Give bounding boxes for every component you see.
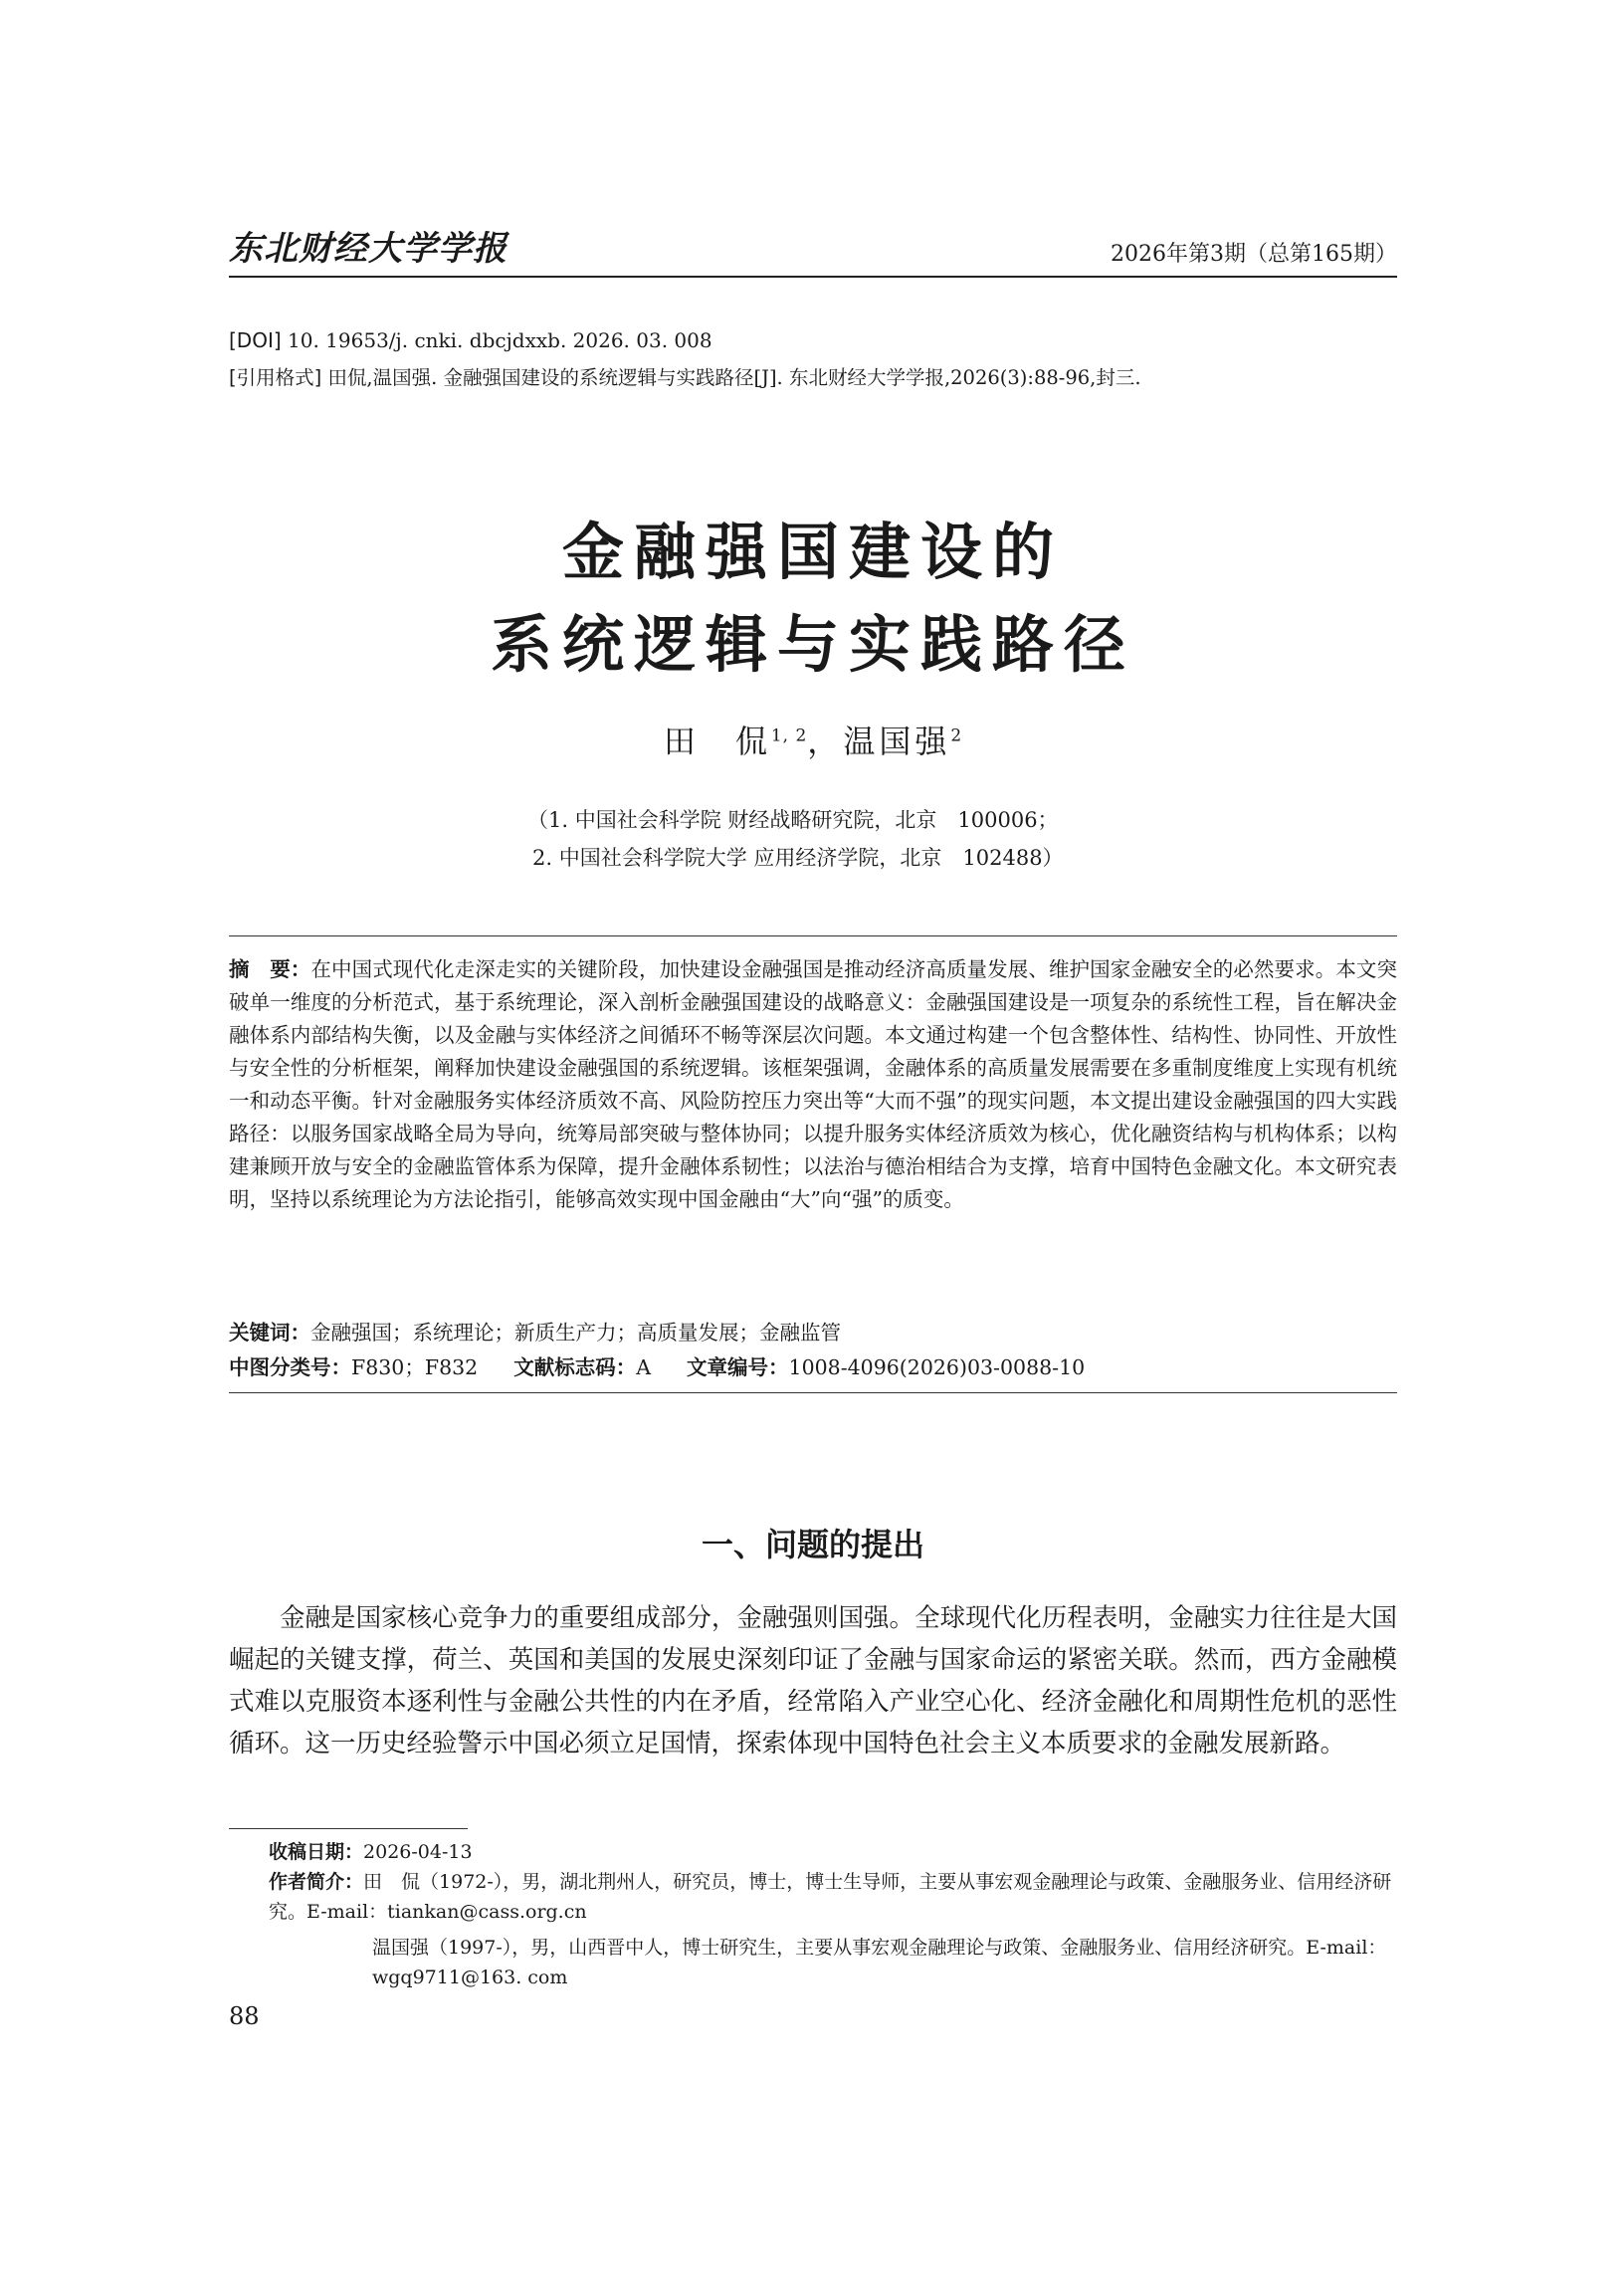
journal-name: 东北财经大学学报 (229, 229, 508, 269)
affiliation-1: （1. 中国社会科学院 财经战略研究院，北京 100006； (527, 808, 1059, 832)
clc-label: 中图分类号： (229, 1355, 351, 1379)
bio-label: 作者简介： (269, 1871, 364, 1893)
footnote-rule (229, 1828, 468, 1829)
doi-value: 10. 19653/j. cnki. dbcjdxxb. 2026. 03. 008 (288, 328, 712, 352)
citation-label: [引用格式] (229, 366, 322, 389)
author-bio-2 (269, 1933, 1397, 1992)
abstract-label: 摘 要： (229, 957, 311, 981)
clc-value: F830；F832 (351, 1355, 479, 1379)
article-number-value: 1008-4096(2026)03-0088-10 (788, 1355, 1086, 1379)
issue-info: 2026年第3期（总第165期） (1111, 242, 1397, 267)
abstract-text: 在中国式现代化走深走实的关键阶段，加快建设金融强国是推动经济高质量发展、维护国家金融安全的必然要求。本文突破单一维度的分析范式，基于系统理论，深入剖析金融强国建设的战略意义：金融强国建设是一项复杂的系统性工程，旨在解决金融体系内部结构失衡，以及金融与实体经济之间循环不畅等深层次问题。本文通过构建一个包含整体性、结构性、协同性、开放性与安全性的分析框架，阐释加快建设金融强国的系统逻辑。该框架强调，金融体系的高质量发展需要在多重制度维度上实现有机统一和动态平衡。针对金融服务实体经济质效不高、风险防控压力突出等“大而不强”的现实问题，本文提出建设金融强国的四大实践路径：以服务国家战略全局为导向，统筹局部突破与整体协同；以提升服务实体经济质效为核心，优化融资结构与机构体系；以构建兼顾开放与安全的金融监管体系为保障，提升金融体系韧性；以法治与德治相结合为支撑，培育中国特色金融文化。本文研究表明，坚持以系统理论为方法论指引，能够高效实现中国金融由“大”向“强”的质变。 (229, 957, 1398, 1211)
bio-1-text: 田 侃（1972-），男，湖北荆州人，研究员，博士，博士生导师，主要从事宏观金融理论与政策、金融服务业、信用经济研究。E-mail：tiankan@cass.org.cn (269, 1871, 1392, 1923)
section-heading: 一、问题的提出 (701, 1526, 924, 1563)
author-bio-1 (269, 1867, 1397, 1927)
bio-2-text: 温国强（1997-），男，山西晋中人，博士研究生，主要从事宏观金融理论与政策、金融服务业、信用经济研究。E-mail：wgq9711@163. com (372, 1937, 1387, 1988)
author-separator: ， (807, 723, 844, 760)
article-number-label: 文章编号： (687, 1355, 789, 1379)
keywords (229, 1316, 841, 1346)
doc-code-value: A (636, 1355, 652, 1379)
page-number: 88 (229, 2002, 260, 2030)
classification-line (229, 1350, 1085, 1380)
abstract (229, 953, 1397, 1216)
received-label: 收稿日期： (269, 1841, 364, 1863)
title-line-1: 金融强国建设的 (561, 516, 1064, 588)
doi-label: [DOI] (229, 328, 282, 352)
author-2-affil: 2 (950, 725, 963, 746)
doc-code-label: 文献标志码： (513, 1355, 637, 1379)
affiliation-2: 2. 中国社会科学院大学 应用经济学院，北京 102488） (532, 846, 1064, 870)
author-1-affil: 1, 2 (770, 725, 808, 746)
received-date (269, 1837, 1397, 1867)
authors (229, 717, 1397, 762)
keywords-label: 关键词： (229, 1321, 310, 1345)
abstract-bottom-rule (229, 1392, 1397, 1393)
abstract-top-rule (229, 935, 1397, 936)
title-line-2: 系统逻辑与实践路径 (490, 608, 1135, 681)
author-2: 温国强 (843, 723, 951, 760)
received-value: 2026-04-13 (363, 1841, 473, 1863)
citation-line (229, 362, 1141, 390)
citation-value: 田侃,温国强. 金融强国建设的系统逻辑与实践路径[J]. 东北财经大学学报,2026(3):88-96,封三. (327, 366, 1141, 389)
body-paragraph: 金融是国家核心竞争力的重要组成部分，金融强则国强。全球现代化历程表明，金融实力往往是大国崛起的关键支撑，荷兰、英国和美国的发展史深刻印证了金融与国家命运的紧密关联。然而，西方金融模式难以克服资本逐利性与金融公共性的内在矛盾，经常陷入产业空心化、经济金融化和周期性危机的恶性循环。这一历史经验警示中国必须立足国情，探索体现中国特色社会主义本质要求的金融发展新路。 (229, 1603, 1397, 1759)
header-rule (229, 276, 1397, 278)
keywords-value: 金融强国；系统理论；新质生产力；高质量发展；金融监管 (310, 1321, 841, 1345)
author-1: 田 侃 (663, 723, 771, 760)
doi-line (229, 328, 712, 352)
